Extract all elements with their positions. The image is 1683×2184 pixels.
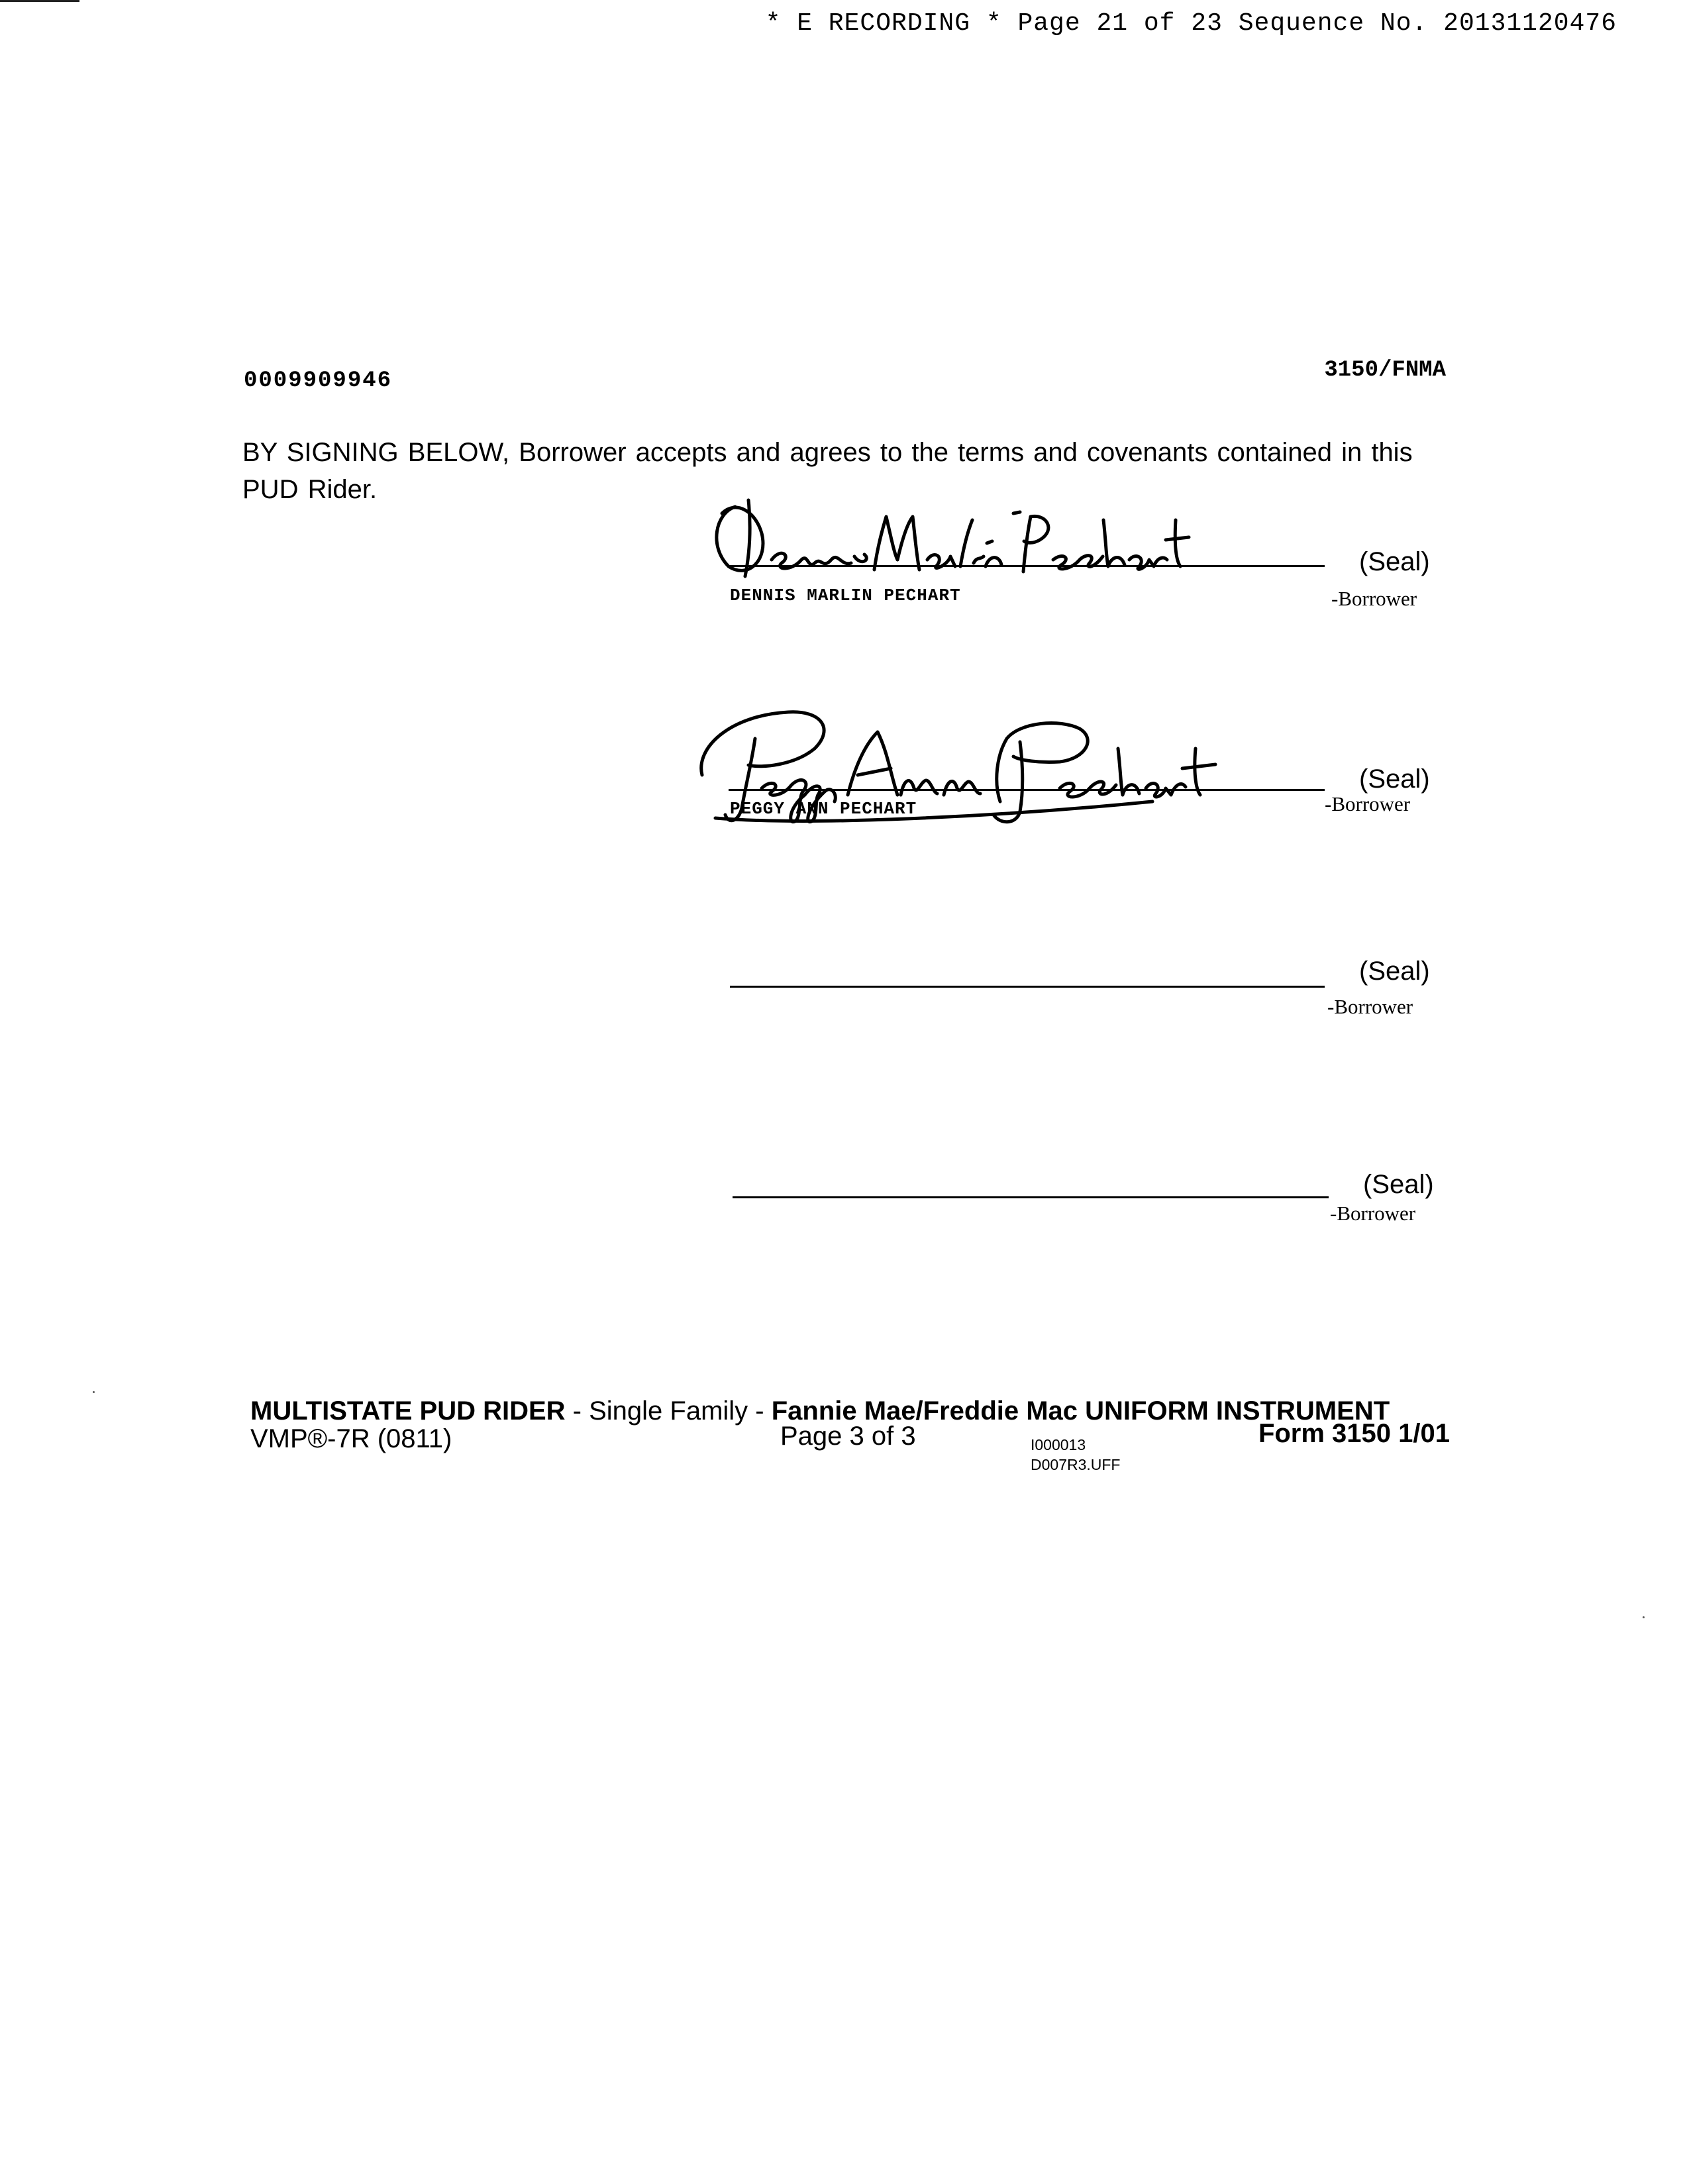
scan-speck xyxy=(93,1391,95,1393)
borrower-label: -Borrower xyxy=(1327,995,1413,1018)
borrower-label: -Borrower xyxy=(1330,1202,1416,1225)
footer-title-bold2: Fannie Mae/Freddie Mac UNIFORM INSTRUMENT xyxy=(771,1396,1390,1426)
handwritten-signature xyxy=(709,494,1186,593)
footer-form-number: Form 3150 1/01 xyxy=(1258,1419,1450,1448)
signature-line xyxy=(729,789,1325,791)
signer-name: DENNIS MARLIN PECHART xyxy=(730,586,961,605)
footer-page-number: Page 3 of 3 xyxy=(780,1422,916,1451)
footer-title-bold: MULTISTATE PUD RIDER xyxy=(250,1396,566,1426)
seal-label: (Seal) xyxy=(1359,547,1430,576)
signer-name: PEGGY ANN PECHART xyxy=(730,799,917,819)
seal-label: (Seal) xyxy=(1359,764,1430,794)
form-code: 3150/FNMA xyxy=(1324,358,1446,383)
footer-form-id: VMP®-7R (0811) xyxy=(250,1424,452,1453)
scan-speck xyxy=(1643,1616,1645,1618)
borrower-label: -Borrower xyxy=(1325,792,1411,815)
loan-number: 0009909946 xyxy=(244,368,393,393)
signature-line xyxy=(733,1196,1329,1198)
seal-label: (Seal) xyxy=(1363,1170,1434,1199)
signature-line xyxy=(729,565,1325,567)
recording-header: * E RECORDING * Page 21 of 23 Sequence No. 20131120476 xyxy=(765,9,1617,38)
signature-line xyxy=(730,986,1325,988)
footer-code-line: I000013 xyxy=(1031,1436,1086,1453)
footer-title-middle: - Single Family - xyxy=(565,1396,772,1426)
seal-label: (Seal) xyxy=(1359,957,1430,986)
scan-edge-mark xyxy=(0,0,79,2)
footer-code-line: D007R3.UFF xyxy=(1031,1456,1121,1473)
footer-doc-code xyxy=(1031,1435,1120,1475)
borrower-label: -Borrower xyxy=(1331,587,1417,610)
signing-statement: BY SIGNING BELOW, Borrower accepts and agrees to the terms and covenants contained in this PUD Rider. xyxy=(242,438,1413,504)
